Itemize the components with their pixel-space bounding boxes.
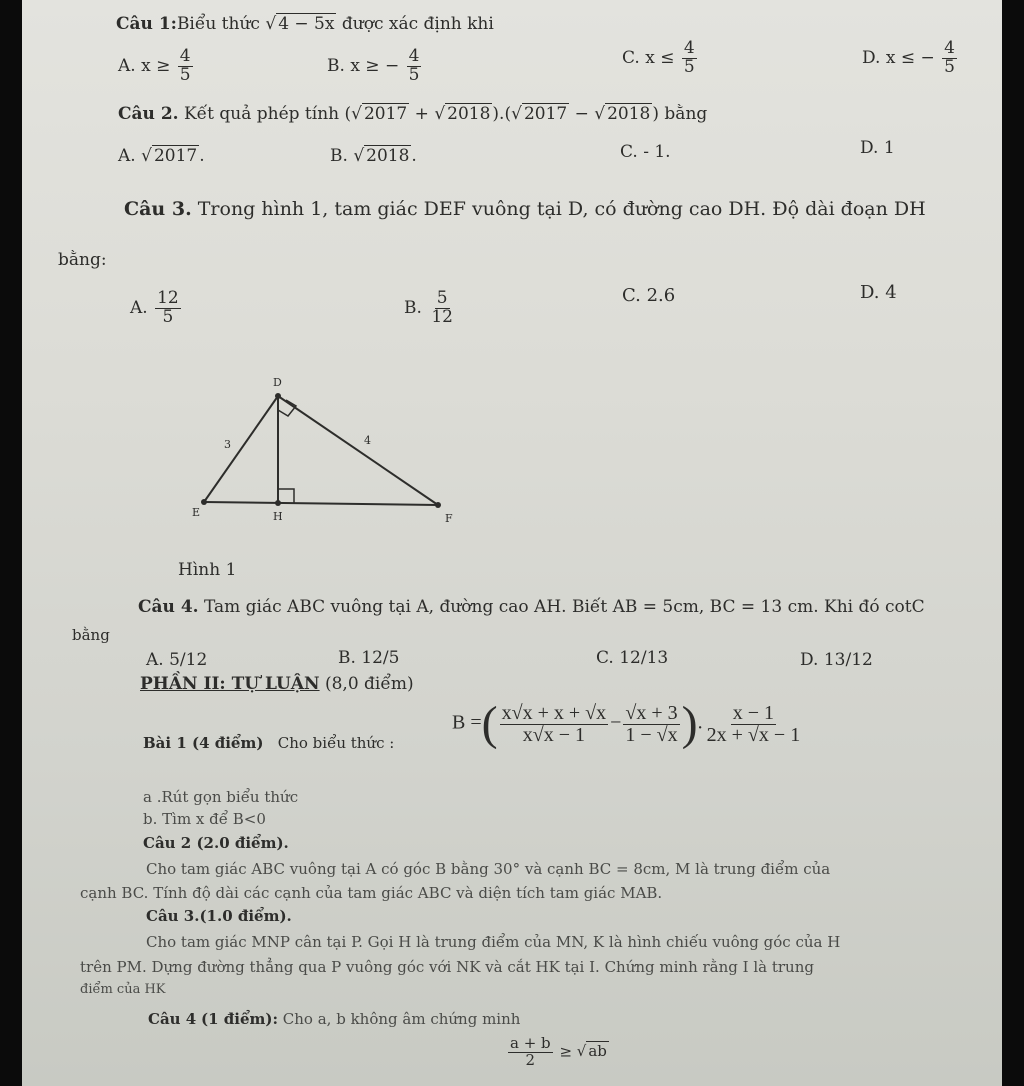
question-1 <box>116 14 494 34</box>
q4-label: Câu 4. <box>138 597 199 617</box>
q3-text-continued: bằng: <box>58 250 107 270</box>
bai-1-part-a: a .Rút gọn biểu thức <box>143 788 299 806</box>
q1-option-a: A. x ≥ $\frac{4}{5}$ <box>118 46 191 85</box>
essay-2-line-2: cạnh BC. Tính độ dài các cạnh của tam giác ABC và diện tích tam giác MAB. <box>80 884 663 902</box>
q2-option-b: B. √ 2018 . <box>330 146 417 166</box>
q4-option-c: C. 12/13 <box>596 648 669 668</box>
bai-1-formula: B =( $\frac{x√x + x + √x}{x√x - 1}$ − $\frac{√x + 3}{1 - √x}$ ). $\frac{x - 1}{2x + √x - 1}$ <box>452 697 801 750</box>
bai-1-part-b: b. Tìm x để B<0 <box>143 810 266 828</box>
essay-3-heading: Câu 3.(1.0 điểm). <box>146 907 292 925</box>
q3-label: Câu 3. <box>124 198 192 220</box>
q4-text: Tam giác ABC vuông tại A, đường cao AH. Biết AB = 5cm, BC = 13 cm. Khi đó cotC <box>203 597 925 617</box>
essay-2-line-1: Cho tam giác ABC vuông tại A có góc B bằng 30° và cạnh BC = 8cm, M là trung điểm của <box>146 860 831 878</box>
essay-3-line-1: Cho tam giác MNP cân tại P. Gọi H là trung điểm của MN, K là hình chiếu vuông góc của H <box>146 933 841 951</box>
q2-option-c: C. - 1. <box>620 142 671 162</box>
label-e: E <box>192 506 201 519</box>
part-2-title: PHẦN II: TỰ LUẬN <box>140 674 320 694</box>
part-2-heading <box>140 674 414 694</box>
q4-option-b: B. 12/5 <box>338 648 400 668</box>
q2-option-d: D. 1 <box>860 138 895 158</box>
point-f <box>435 502 441 508</box>
point-d <box>275 393 281 399</box>
question-4 <box>138 597 925 617</box>
q2-tail: bằng <box>664 104 708 124</box>
question-2: Câu 2. Kết quả phép tính (√ 2017 + √ 2018 ).(√ 2017 − √ 2018 ) bằng <box>118 104 708 124</box>
essay-3-line-2: trên PM. Dựng đường thẳng qua P vuông góc với NK và cắt HK tại I. Chứng minh rằng I là trung <box>80 958 814 976</box>
bai-1-label: Bài 1 (4 điểm) <box>143 734 264 752</box>
q4-text-continued: bằng <box>72 626 110 644</box>
q3-option-b: B. $\frac{5}{12}$ <box>404 288 453 327</box>
q1-tail: được xác định khi <box>341 14 494 34</box>
q1-option-b: B. x ≥ − $\frac{4}{5}$ <box>327 46 420 85</box>
essay-2-heading: Câu 2 (2.0 điểm). <box>143 834 289 852</box>
part-2-points: (8,0 điểm) <box>324 674 414 694</box>
essay-4 <box>148 1010 520 1028</box>
q1-option-c: C. x ≤ $\frac{4}{5}$ <box>622 38 695 77</box>
bai-1-heading <box>143 734 394 752</box>
triangle-figure <box>180 360 480 540</box>
side-ef <box>204 502 438 505</box>
bai-1-intro: Cho biểu thức : <box>277 734 395 752</box>
point-h <box>275 500 281 506</box>
q3-text: Trong hình 1, tam giác DEF vuông tại D, có đường cao DH. Độ dài đoạn DH <box>197 198 926 220</box>
q2-text: Kết quả phép tính <box>183 104 340 124</box>
point-e <box>201 499 207 505</box>
q1-option-d: D. x ≤ − $\frac{4}{5}$ <box>862 38 955 77</box>
essay-4-label: Câu 4 <box>148 1010 197 1028</box>
side-de <box>204 396 278 502</box>
q4-option-a: A. 5/12 <box>146 650 208 670</box>
label-d: D <box>273 376 282 389</box>
label-side-df: 4 <box>364 434 371 447</box>
q1-label: Câu 1: <box>116 14 177 34</box>
essay-4-inequality: $\frac{a + b}{2}$ ≥ √ ab <box>510 1034 607 1069</box>
q4-option-d: D. 13/12 <box>800 650 873 670</box>
side-df <box>278 396 438 505</box>
label-h: H <box>273 510 283 523</box>
essay-3-line-3: điểm của HK <box>80 982 166 997</box>
q3-option-a: A. $\frac{12}{5}$ <box>130 288 179 327</box>
essay-4-text: Cho a, b không âm chứng minh <box>282 1010 521 1028</box>
essay-4-points: (1 điểm): <box>201 1010 279 1028</box>
q2-label: Câu 2. <box>118 104 179 124</box>
q3-option-d: D. 4 <box>860 282 897 303</box>
question-3 <box>124 198 926 220</box>
label-f: F <box>445 512 453 525</box>
label-side-de: 3 <box>224 438 231 451</box>
q1-text: Biểu thức <box>176 14 260 34</box>
q1-sqrt: √ 4 − 5x <box>265 14 335 34</box>
q3-option-c: C. 2.6 <box>622 285 676 306</box>
q2-option-a: A. √ 2017 . <box>118 146 205 166</box>
figure-caption: Hình 1 <box>178 560 237 580</box>
right-angle-h <box>278 489 294 503</box>
